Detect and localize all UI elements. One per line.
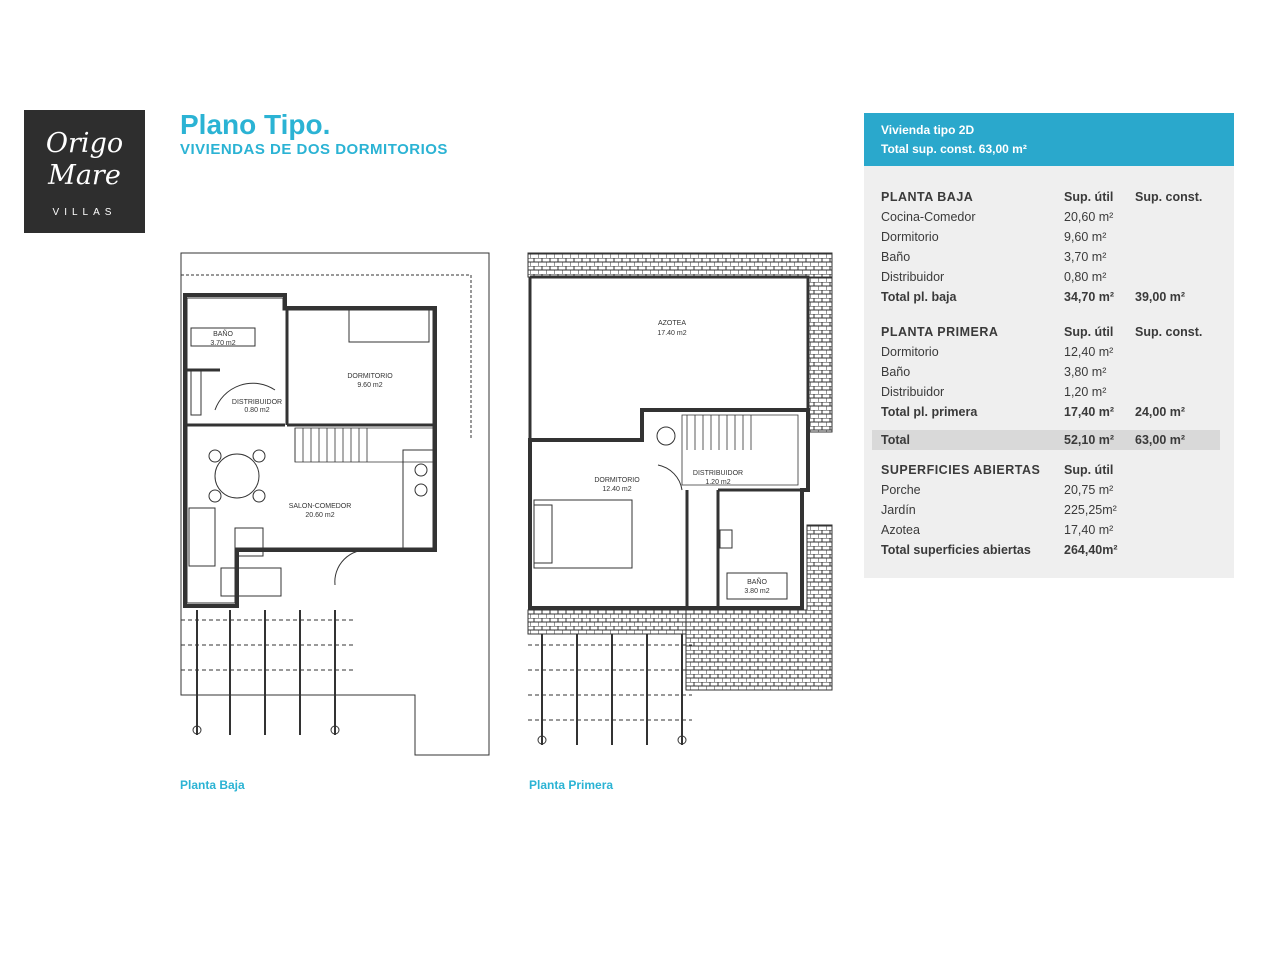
row-name: Cocina-Comedor (881, 210, 976, 224)
table-row (864, 188, 1234, 206)
gf-bano-area: 3.70 m2 (210, 340, 236, 347)
gf-salon-area: 20.60 m2 (305, 512, 335, 519)
row-name: Azotea (881, 523, 920, 537)
row-util: 264,40m² (1064, 543, 1118, 557)
row-name: Baño (881, 365, 911, 379)
row-const: Sup. const. (1135, 325, 1203, 339)
row-util: 12,40 m² (1064, 345, 1114, 359)
logo-line-1: Origo (45, 128, 124, 159)
row-name: Distribuidor (881, 270, 945, 284)
row-name: Dormitorio (881, 230, 939, 244)
row-util: Sup. útil (1064, 325, 1114, 339)
table-row (864, 383, 1234, 401)
table-row (864, 228, 1234, 246)
table-row (864, 288, 1234, 306)
row-util: 52,10 m² (1064, 433, 1115, 447)
table-row (864, 343, 1234, 361)
table-row (864, 521, 1234, 539)
row-const: 63,00 m² (1135, 433, 1186, 447)
row-name: PLANTA BAJA (881, 190, 974, 204)
uf-bano-area: 3.80 m2 (744, 588, 770, 595)
table-row (864, 248, 1234, 266)
row-name: Total (881, 433, 910, 447)
page-subtitle: VIVIENDAS DE DOS DORMITORIOS (180, 141, 448, 158)
row-util: 20,60 m² (1064, 210, 1114, 224)
row-util: 34,70 m² (1064, 290, 1115, 304)
row-const: 39,00 m² (1135, 290, 1186, 304)
row-name: Distribuidor (881, 385, 945, 399)
row-util: 20,75 m² (1064, 483, 1114, 497)
table-row (864, 363, 1234, 381)
row-const: Sup. const. (1135, 190, 1203, 204)
logo-line-2: Mare (48, 160, 121, 191)
uf-dormitorio-area: 12.40 m2 (602, 486, 632, 493)
row-name: Total pl. primera (881, 405, 978, 419)
row-util: 1,20 m² (1064, 385, 1107, 399)
uf-azotea-label: AZOTEA (657, 320, 687, 327)
uf-dormitorio-label: DORMITORIO (594, 477, 640, 484)
table-row (864, 403, 1234, 421)
table-row (864, 461, 1234, 479)
ground-floor-plan (175, 250, 495, 760)
table-row (864, 481, 1234, 499)
uf-bano-label: BAÑO (747, 579, 767, 586)
ground-floor-caption: Planta Baja (180, 778, 245, 792)
table-row (864, 268, 1234, 286)
row-util: 9,60 m² (1064, 230, 1107, 244)
table-row (864, 431, 1234, 449)
uf-distribuidor-area: 1.20 m2 (705, 479, 731, 486)
gf-dormitorio-area: 9.60 m2 (357, 382, 383, 389)
row-util: 17,40 m² (1064, 523, 1114, 537)
panel-heading-total: Total sup. const. 63,00 m² (881, 142, 1027, 156)
upper-floor-plan (522, 250, 837, 750)
page-title: Plano Tipo. (180, 109, 331, 140)
row-name: Baño (881, 250, 911, 264)
upper-floor-caption: Planta Primera (529, 778, 614, 792)
row-name: Jardín (881, 503, 916, 517)
surface-table-panel (864, 113, 1234, 578)
gf-salon-label: SALON-COMEDOR (288, 503, 352, 510)
row-name: PLANTA PRIMERA (881, 325, 999, 339)
row-util: Sup. útil (1064, 190, 1114, 204)
row-name: Total pl. baja (881, 290, 957, 304)
table-row (864, 323, 1234, 341)
gf-bano-label: BAÑO (213, 331, 233, 338)
row-name: Dormitorio (881, 345, 939, 359)
gf-dormitorio-label: DORMITORIO (347, 373, 393, 380)
table-row (864, 501, 1234, 519)
row-name: Total superficies abiertas (881, 543, 1031, 557)
table-row (864, 541, 1234, 559)
logo-line-3: VILLAS (52, 207, 117, 218)
gf-distribuidor-area: 0.80 m2 (244, 407, 270, 414)
row-const: 24,00 m² (1135, 405, 1186, 419)
row-util: 3,80 m² (1064, 365, 1107, 379)
uf-azotea-area: 17.40 m2 (657, 330, 687, 337)
row-util: 17,40 m² (1064, 405, 1115, 419)
row-util: 3,70 m² (1064, 250, 1107, 264)
row-util: Sup. útil (1064, 463, 1114, 477)
row-util: 0,80 m² (1064, 270, 1107, 284)
panel-header (864, 113, 1234, 166)
row-name: SUPERFICIES ABIERTAS (881, 463, 1041, 477)
row-name: Porche (881, 483, 921, 497)
row-util: 225,25m² (1064, 503, 1117, 517)
table-row (864, 208, 1234, 226)
brand-logo (24, 110, 145, 233)
panel-heading-type: Vivienda tipo 2D (881, 123, 975, 137)
uf-distribuidor-label: DISTRIBUIDOR (692, 470, 744, 477)
gf-distribuidor-label: DISTRIBUIDOR (231, 399, 283, 406)
